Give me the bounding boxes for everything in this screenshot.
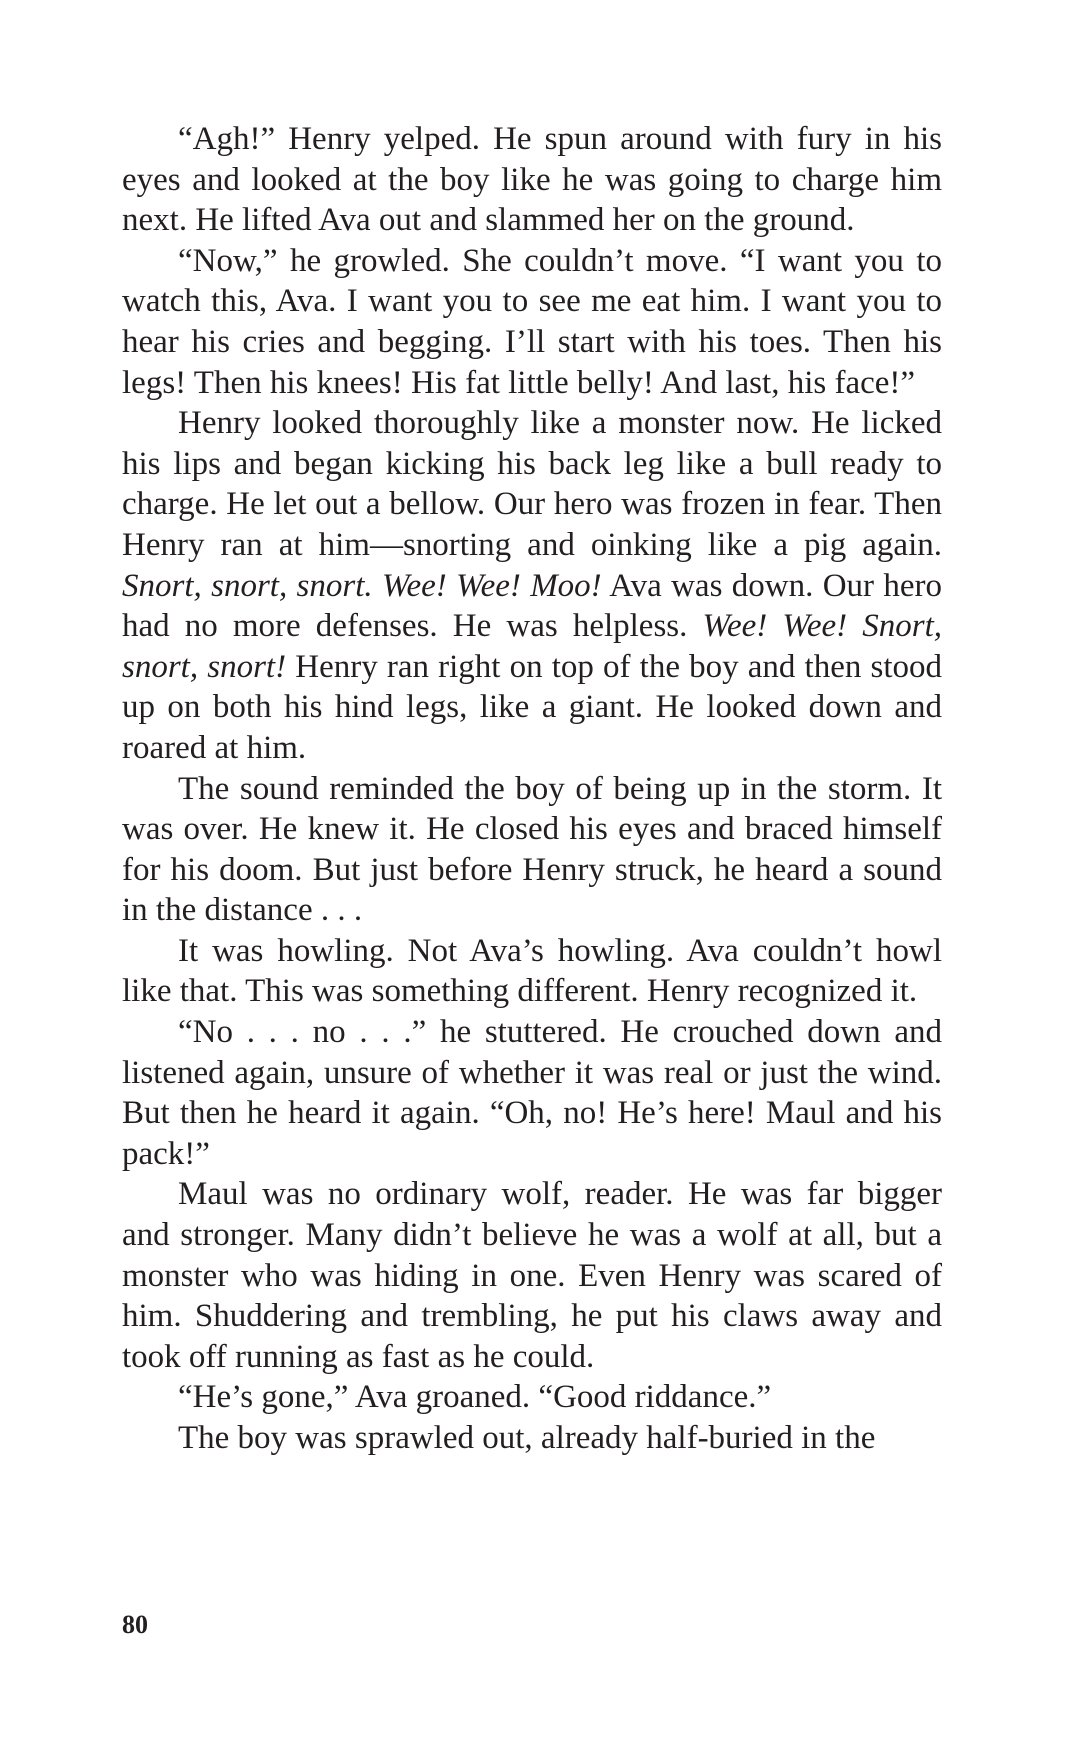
text-run: Henry looked thoroughly like a monster now. He licked his lips and began kicking his back leg like a bull ready to charge. He let out a bellow. Our hero was frozen in fear. Then Henry ran at him—snorting and oinking like a pig again. [122,405,942,563]
paragraph [122,1174,942,1377]
paragraph [122,1012,942,1174]
text-run: Maul was no ordinary wolf, reader. He was far bigger and stronger. Many didn’t believe he was a wolf at all, but a monster who was hiding in one. Even Henry was scared of him. Shuddering and trembling, he put his claws away and took off running as fast as he could. [122,1176,942,1375]
paragraph [122,1377,942,1418]
paragraph [122,931,942,1012]
body-text [122,119,942,1459]
text-run: It was howling. Not Ava’s howling. Ava couldn’t howl like that. This was something different. Henry recognized it. [122,932,942,1010]
text-run: The sound reminded the boy of being up in the storm. It was over. He knew it. He closed his eyes and braced himself for his doom. But just before Henry struck, he heard a sound in the distance . . . [122,770,942,929]
paragraph [122,403,942,768]
text-run: “He’s gone,” Ava groaned. “Good riddance.” [178,1379,772,1416]
text-run: Henry ran right on top of the boy and then stood up on both his hind legs, like a giant. He looked down and roared at him. [122,648,942,766]
text-run: “No . . . no . . .” he stuttered. He crouched down and listened again, unsure of whether it was real or just the wind. But then he heard it again. “Oh, no! He’s here! Maul and his pack!” [122,1014,942,1172]
page-number: 80 [122,1610,148,1639]
italic-text-run: Wee! Wee! Snort, snort, snort! [122,608,942,685]
text-run: “Agh!” Henry yelped. He spun around with fury in his eyes and looked at the boy like he was going to charge him next. He lifted Ava out and slammed her on the ground. [122,121,942,239]
paragraph [122,769,942,931]
paragraph [122,241,942,403]
italic-text-run: Snort, snort, snort. Wee! Wee! Moo! [122,567,602,604]
paragraph [122,119,942,241]
text-run: “Now,” he growled. She couldn’t move. “I want you to watch this, Ava. I want you to see me eat him. I want you to hear his cries and begging. I’ll start with his toes. Then his legs! Then his knees! His fat little belly! And last, his face!” [122,242,942,401]
text-run: Ava was down. Our hero had no more defenses. He was helpless. [122,567,942,645]
text-run: The boy was sprawled out, already half-buried in the [178,1420,876,1456]
paragraph [122,1418,942,1459]
